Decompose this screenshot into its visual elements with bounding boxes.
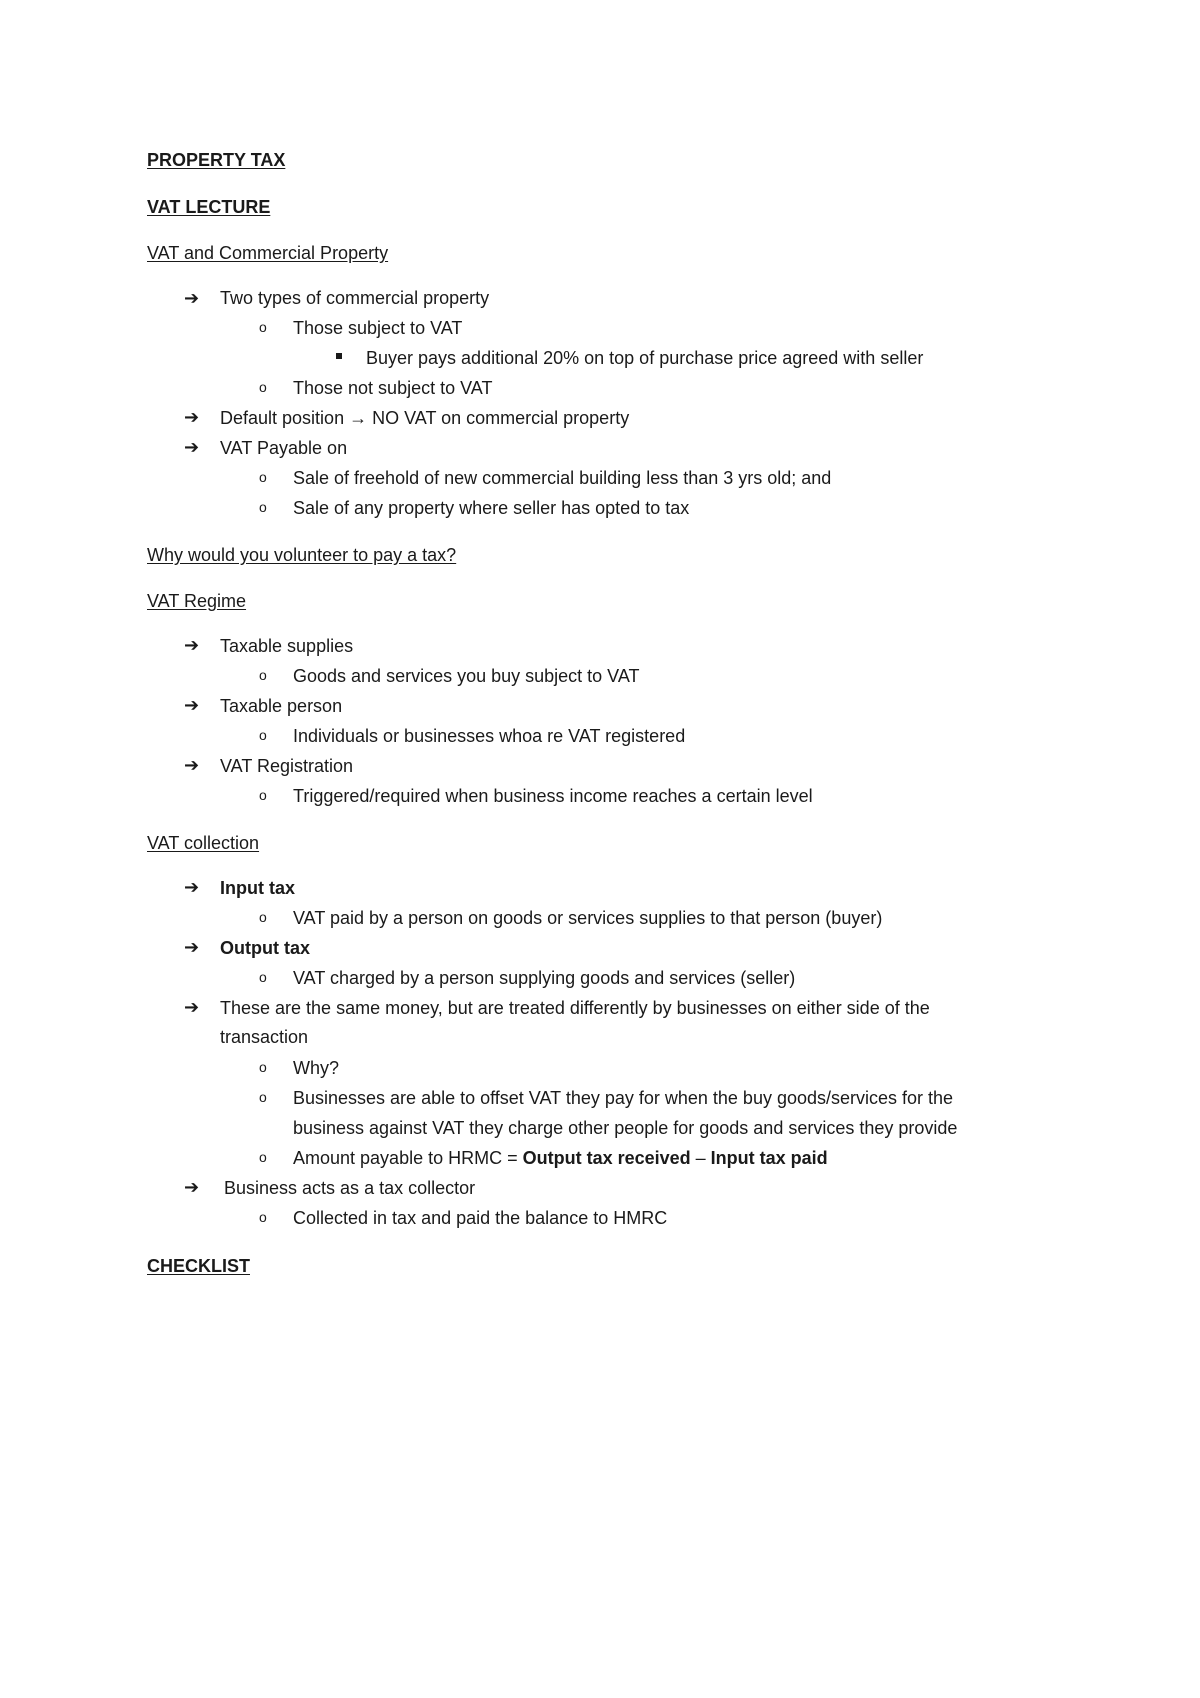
list-item: Taxable supplies xyxy=(220,636,354,656)
arrow-bullet-icon: ➔ xyxy=(184,437,200,457)
arrow-bullet-icon: ➔ xyxy=(184,695,200,715)
list-item: Why? xyxy=(293,1058,340,1078)
circle-bullet-icon: o xyxy=(259,909,267,925)
arrow-bullet-icon: ➔ xyxy=(184,288,200,308)
arrow-bullet-icon: ➔ xyxy=(184,937,200,957)
list-item: Buyer pays additional 20% on top of purchase price agreed with seller xyxy=(366,348,924,368)
list-item xyxy=(220,407,629,429)
list-item: Collected in tax and paid the balance to HMRC xyxy=(293,1208,668,1228)
output-tax-received: Output tax received xyxy=(522,1148,691,1168)
heading-vat-collection: VAT collection xyxy=(147,833,260,853)
square-bullet-icon xyxy=(336,353,342,359)
list-item: VAT Registration xyxy=(220,756,354,776)
list-item: VAT charged by a person supplying goods and services (seller) xyxy=(293,968,796,988)
default-position-label: Default position xyxy=(220,408,345,428)
list-item-continuation: transaction xyxy=(220,1027,309,1047)
list-item: Businesses are able to offset VAT they pay for when the buy goods/services for the xyxy=(293,1088,954,1108)
list-item: VAT Payable on xyxy=(220,438,348,458)
list-item: These are the same money, but are treated differently by businesses on either side of the xyxy=(220,998,930,1018)
heading-why-volunteer: Why would you volunteer to pay a tax? xyxy=(147,545,457,565)
list-item: Goods and services you buy subject to VAT xyxy=(293,666,640,686)
input-tax-paid: Input tax paid xyxy=(710,1148,828,1168)
arrow-bullet-icon: ➔ xyxy=(184,635,200,655)
arrow-bullet-icon: ➔ xyxy=(184,407,200,427)
circle-bullet-icon: o xyxy=(259,1059,267,1075)
list-item: Two types of commercial property xyxy=(220,288,490,308)
right-arrow-icon: → xyxy=(349,408,368,428)
circle-bullet-icon: o xyxy=(259,1089,267,1105)
list-item-continuation: business against VAT they charge other people for goods and services they provide xyxy=(293,1118,958,1138)
heading-vat-regime: VAT Regime xyxy=(147,591,247,611)
arrow-bullet-icon: ➔ xyxy=(184,1177,200,1197)
circle-bullet-icon: o xyxy=(259,1209,267,1225)
circle-bullet-icon: o xyxy=(259,969,267,985)
list-item: Business acts as a tax collector xyxy=(224,1178,476,1198)
list-item: Individuals or businesses whoa re VAT registered xyxy=(293,726,686,746)
arrow-bullet-icon: ➔ xyxy=(184,997,200,1017)
default-position-value: NO VAT on commercial property xyxy=(372,408,630,428)
list-item: Those not subject to VAT xyxy=(293,378,493,398)
circle-bullet-icon: o xyxy=(259,787,267,803)
list-item: Triggered/required when business income reaches a certain level xyxy=(293,786,813,806)
minus-dash: – xyxy=(690,1148,711,1168)
circle-bullet-icon: o xyxy=(259,319,267,335)
list-item: VAT paid by a person on goods or services supplies to that person (buyer) xyxy=(293,908,883,928)
circle-bullet-icon: o xyxy=(259,469,267,485)
heading-vat-commercial-property: VAT and Commercial Property xyxy=(147,243,389,263)
heading-vat-lecture: VAT LECTURE xyxy=(147,197,271,217)
list-item: Sale of any property where seller has opted to tax xyxy=(293,498,690,518)
circle-bullet-icon: o xyxy=(259,667,267,683)
circle-bullet-icon: o xyxy=(259,727,267,743)
list-item: Input tax xyxy=(220,878,295,898)
heading-property-tax: PROPERTY TAX xyxy=(147,150,286,170)
circle-bullet-icon: o xyxy=(259,1149,267,1165)
circle-bullet-icon: o xyxy=(259,499,267,515)
list-item xyxy=(293,1147,828,1169)
amount-payable-prefix: Amount payable to HRMC = xyxy=(293,1148,523,1168)
heading-checklist: CHECKLIST xyxy=(147,1256,250,1276)
list-item: Output tax xyxy=(220,938,310,958)
list-item: Those subject to VAT xyxy=(293,318,463,338)
arrow-bullet-icon: ➔ xyxy=(184,755,200,775)
arrow-bullet-icon: ➔ xyxy=(184,877,200,897)
list-item: Taxable person xyxy=(220,696,343,716)
list-item: Sale of freehold of new commercial building less than 3 yrs old; and xyxy=(293,468,832,488)
circle-bullet-icon: o xyxy=(259,379,267,395)
